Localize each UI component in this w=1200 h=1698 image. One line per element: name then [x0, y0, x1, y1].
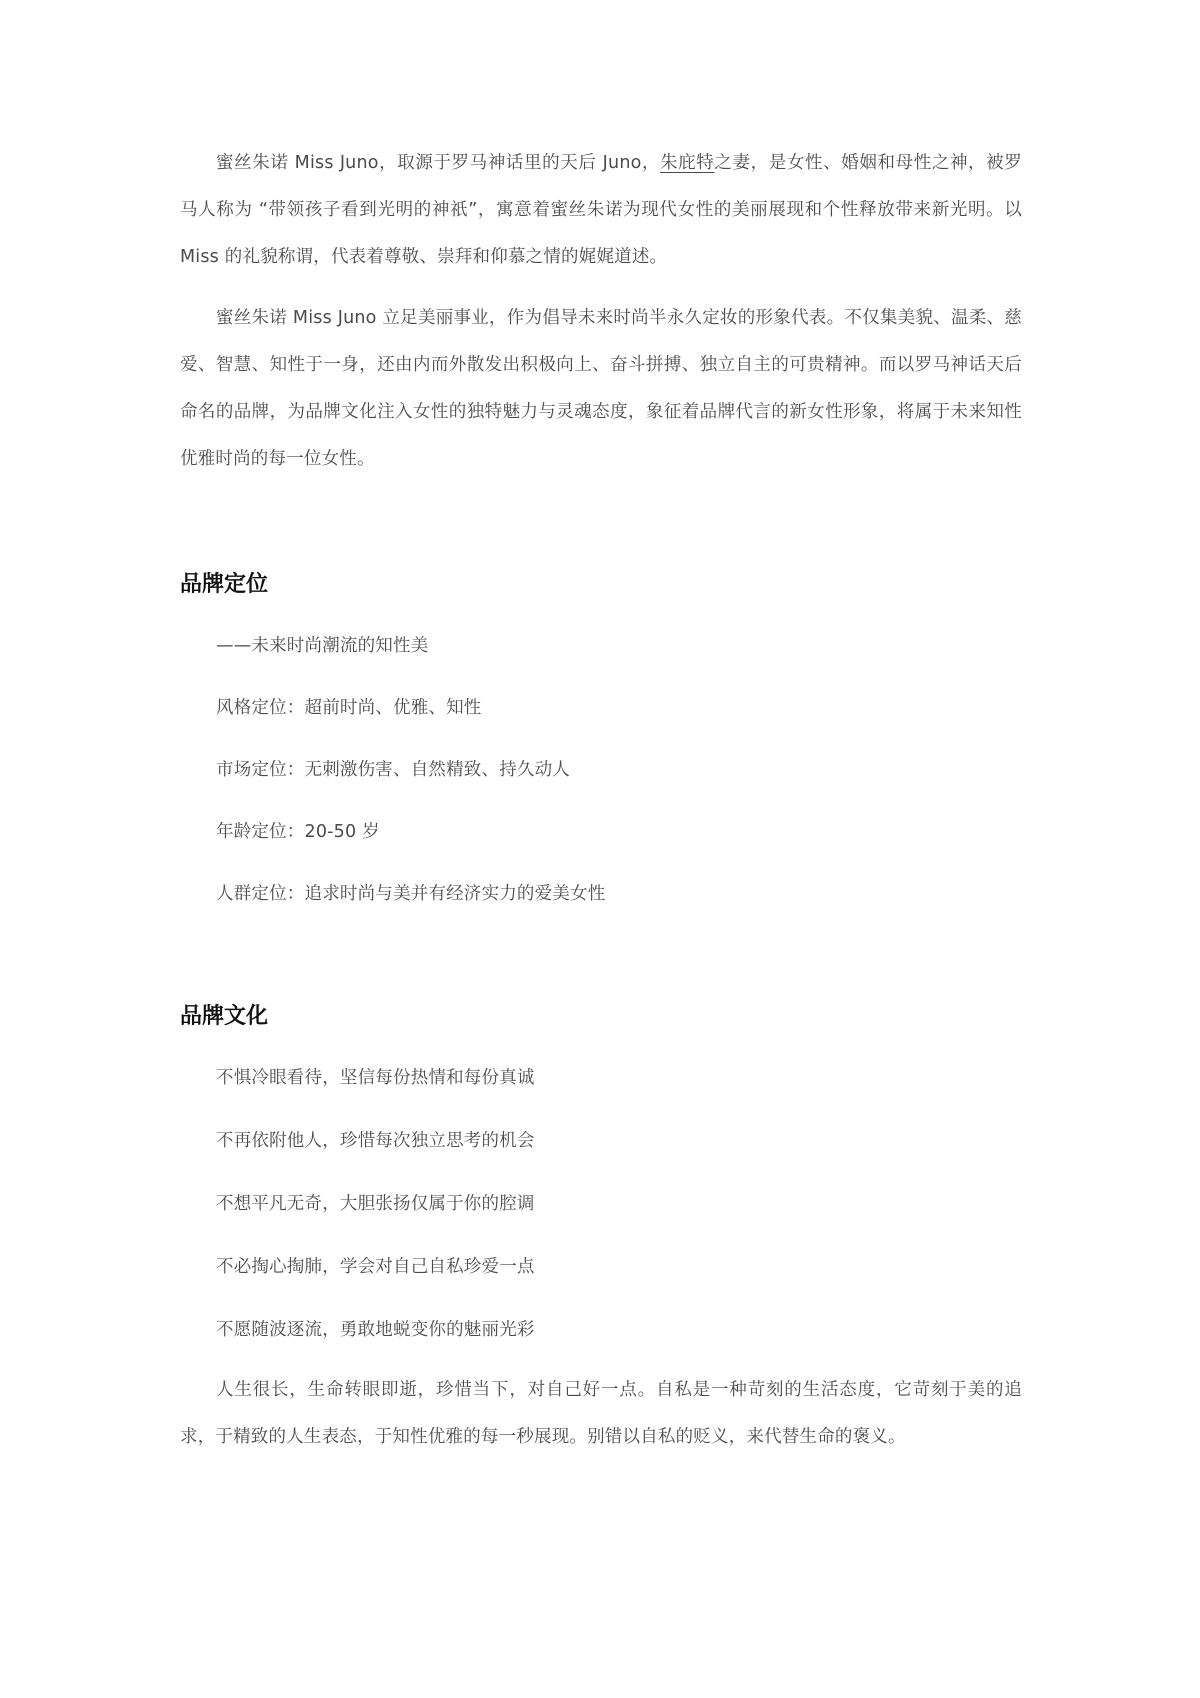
brand-culture-heading: 品牌文化 — [180, 1004, 269, 1029]
document-page — [180, 140, 1022, 1475]
brand-culture-list — [180, 1063, 1022, 1345]
positioning-market: 市场定位：无刺激伤害、自然精致、持久动人 — [216, 760, 570, 780]
intro-text-before-link: 蜜丝朱诺 Miss Juno，取源于罗马神话里的天后 Juno， — [216, 153, 661, 173]
jupiter-link[interactable]: 朱庇特 — [660, 153, 715, 173]
culture-line: 不愿随波逐流，勇敢地蜕变你的魅丽光彩 — [216, 1320, 535, 1340]
positioning-tagline: ——未来时尚潮流的知性美 — [216, 636, 429, 656]
culture-closing-paragraph: 人生很长，生命转眼即逝，珍惜当下，对自己好一点。自私是一种苛刻的生活态度，它苛刻于美的追求，于精致的人生表态，于知性优雅的每一秒展现。别错以自私的贬义，来代替生命的褒义。 — [180, 1380, 1022, 1447]
culture-line: 不必掏心掏肺，学会对自己自私珍爱一点 — [216, 1257, 535, 1277]
intro-paragraph-1 — [180, 140, 1022, 281]
brand-positioning-list — [180, 631, 1022, 909]
intro-paragraph-2: 蜜丝朱诺 Miss Juno 立足美丽事业，作为倡导未来时尚半永久定妆的形象代表。不仅集美貌、温柔、慈爱、智慧、知性于一身，还由内而外散发出积极向上、奋斗拼搏、独立自主的可贵精神。而以罗马神话天后命名的品牌，为品牌文化注入女性的独特魅力与灵魂态度，象征着品牌代言的新女性形象，将属于未来知性优雅时尚的每一位女性。 — [180, 308, 1022, 469]
brand-positioning-heading: 品牌定位 — [180, 572, 269, 597]
positioning-age: 年龄定位：20-50 岁 — [216, 822, 380, 842]
intro-text-after-link: 之妻，是女性、婚姻和母性之神，被罗马人称为 “带领孩子看到光明的神祇”，寓意着蜜丝朱诺为现代女性的美丽展现和个性释放带来新光明。以 Miss 的礼貌称谓，代表着尊敬、崇拜和仰慕之情的娓娓道述。 — [180, 153, 1022, 267]
culture-line: 不想平凡无奇，大胆张扬仅属于你的腔调 — [216, 1194, 535, 1214]
positioning-audience: 人群定位：追求时尚与美并有经济实力的爱美女性 — [216, 884, 606, 904]
positioning-style: 风格定位：超前时尚、优雅、知性 — [216, 698, 482, 718]
culture-line: 不惧冷眼看待，坚信每份热情和每份真诚 — [216, 1068, 535, 1088]
culture-line: 不再依附他人，珍惜每次独立思考的机会 — [216, 1131, 535, 1151]
